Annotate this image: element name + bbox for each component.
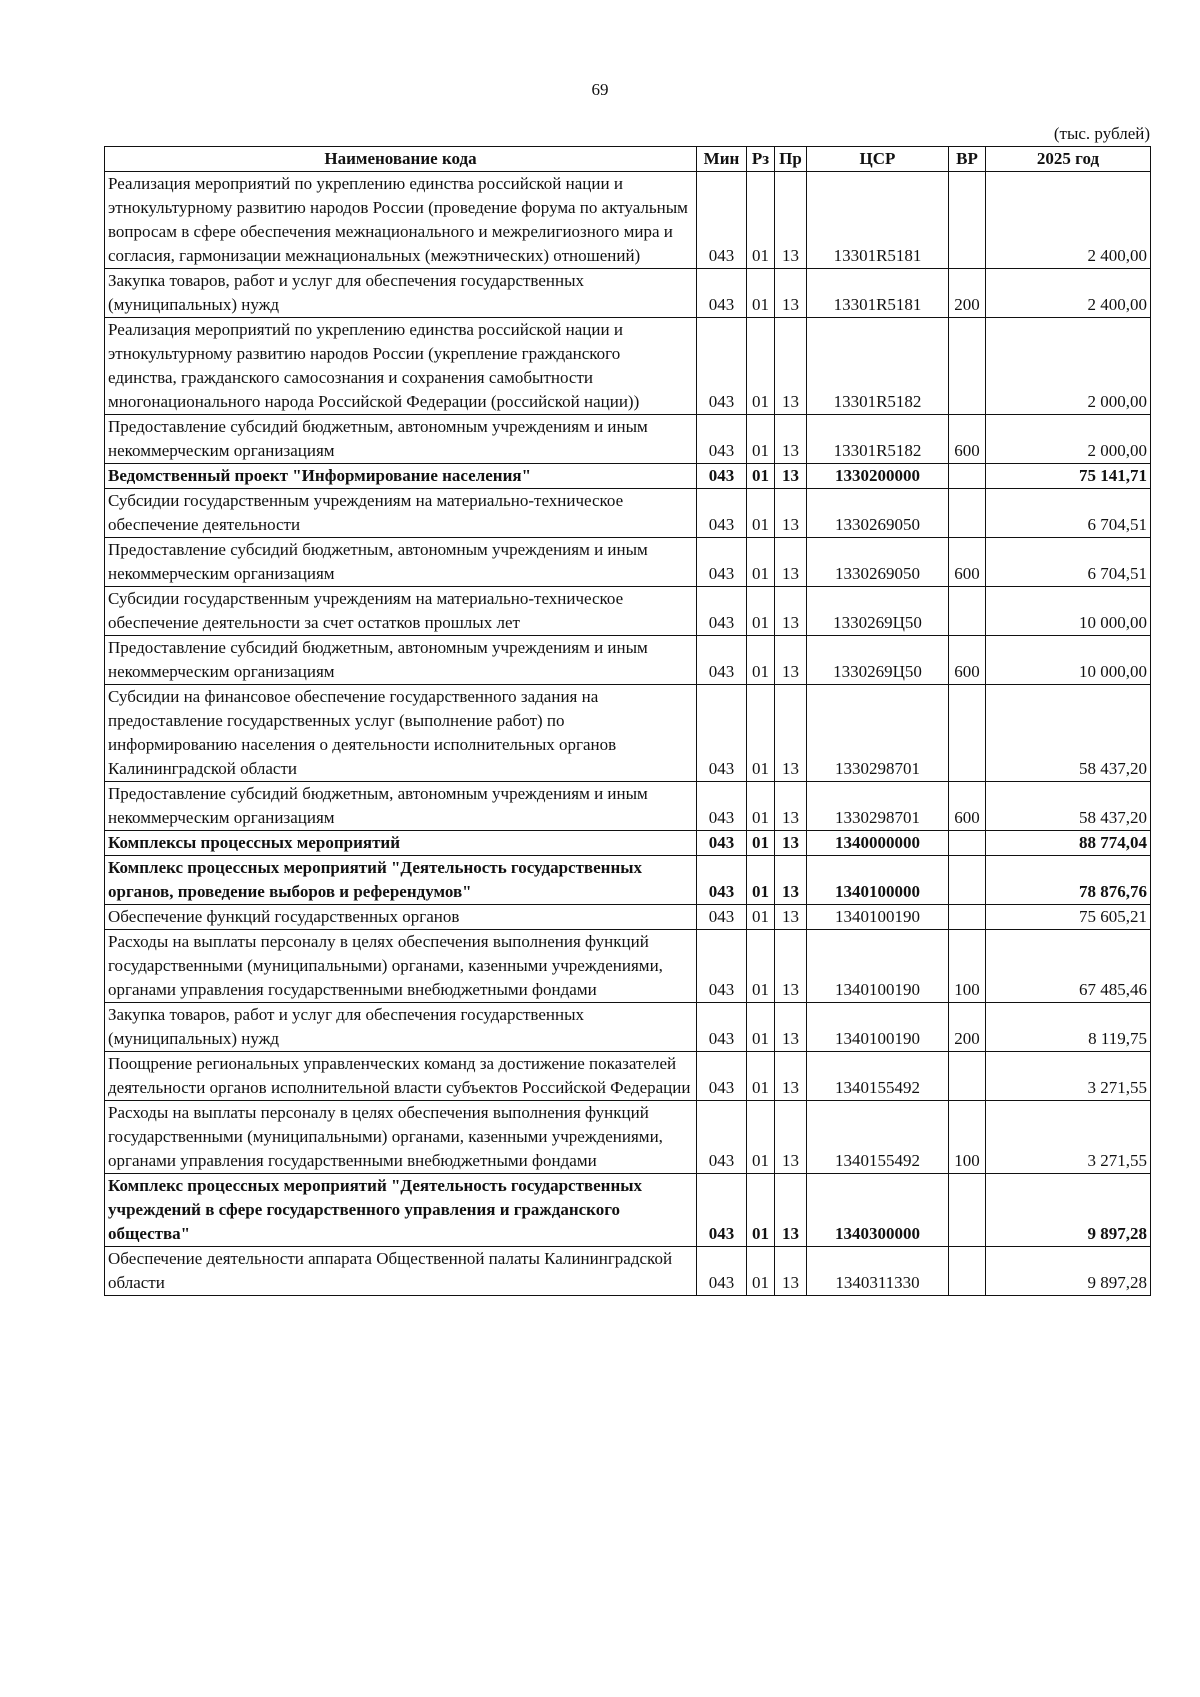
header-row <box>105 147 1151 172</box>
row-vr <box>949 685 986 782</box>
header-vr: ВР <box>949 147 986 172</box>
row-pr: 13 <box>775 1003 807 1052</box>
row-value: 2 400,00 <box>986 172 1151 269</box>
row-vr <box>949 831 986 856</box>
row-name: Расходы на выплаты персоналу в целях обеспечения выполнения функций государственными (муниципальными) органами, казенными учреждениями, органами управления государственными внебюджетными фондами <box>105 930 697 1003</box>
row-min: 043 <box>697 636 747 685</box>
row-name: Закупка товаров, работ и услуг для обеспечения государственных (муниципальных) нужд <box>105 269 697 318</box>
row-rz: 01 <box>747 464 775 489</box>
header-rz: Рз <box>747 147 775 172</box>
table-row <box>105 1247 1151 1296</box>
row-name: Ведомственный проект "Информирование населения" <box>105 464 697 489</box>
row-rz: 01 <box>747 905 775 930</box>
row-name: Предоставление субсидий бюджетным, автономным учреждениям и иным некоммерческим организациям <box>105 636 697 685</box>
table-row <box>105 782 1151 831</box>
row-name: Предоставление субсидий бюджетным, автономным учреждениям и иным некоммерческим организациям <box>105 782 697 831</box>
table-row <box>105 538 1151 587</box>
row-rz: 01 <box>747 1003 775 1052</box>
row-rz: 01 <box>747 1101 775 1174</box>
row-name: Комплекс процессных мероприятий "Деятельность государственных учреждений в сфере государственного управления и гражданского общества" <box>105 1174 697 1247</box>
row-name: Обеспечение деятельности аппарата Общественной палаты Калининградской области <box>105 1247 697 1296</box>
row-value: 2 400,00 <box>986 269 1151 318</box>
row-min: 043 <box>697 856 747 905</box>
row-value: 10 000,00 <box>986 587 1151 636</box>
row-pr: 13 <box>775 1174 807 1247</box>
row-csr: 13301R5182 <box>807 318 949 415</box>
row-pr: 13 <box>775 538 807 587</box>
row-value: 75 605,21 <box>986 905 1151 930</box>
table-row <box>105 1052 1151 1101</box>
row-csr: 1340000000 <box>807 831 949 856</box>
row-rz: 01 <box>747 587 775 636</box>
row-vr: 200 <box>949 269 986 318</box>
row-pr: 13 <box>775 685 807 782</box>
row-vr: 200 <box>949 1003 986 1052</box>
row-min: 043 <box>697 269 747 318</box>
row-name: Реализация мероприятий по укреплению единства российской нации и этнокультурному развитию народов России (проведение форума по актуальным вопросам в сфере обеспечения межнационального и межрелигиозного мира и согласия, гармонизации межнациональных (межэтнических) отношений) <box>105 172 697 269</box>
row-pr: 13 <box>775 636 807 685</box>
row-name: Поощрение региональных управленческих команд за достижение показателей деятельности органов исполнительной власти субъектов Российской Федерации <box>105 1052 697 1101</box>
row-vr: 100 <box>949 930 986 1003</box>
row-min: 043 <box>697 172 747 269</box>
header-min: Мин <box>697 147 747 172</box>
row-vr <box>949 587 986 636</box>
row-csr: 1330298701 <box>807 782 949 831</box>
row-min: 043 <box>697 1003 747 1052</box>
row-name: Субсидии государственным учреждениям на материально-техническое обеспечение деятельности <box>105 489 697 538</box>
row-min: 043 <box>697 318 747 415</box>
row-pr: 13 <box>775 172 807 269</box>
row-csr: 1340311330 <box>807 1247 949 1296</box>
row-name: Субсидии на финансовое обеспечение государственного задания на предоставление государственных услуг (выполнение работ) по информированию населения о деятельности исполнительных органов Калининградской области <box>105 685 697 782</box>
row-value: 6 704,51 <box>986 489 1151 538</box>
row-vr: 600 <box>949 415 986 464</box>
row-value: 9 897,28 <box>986 1174 1151 1247</box>
row-csr: 1340100000 <box>807 856 949 905</box>
row-pr: 13 <box>775 587 807 636</box>
row-min: 043 <box>697 489 747 538</box>
row-rz: 01 <box>747 538 775 587</box>
row-rz: 01 <box>747 1174 775 1247</box>
table-row <box>105 269 1151 318</box>
row-vr <box>949 856 986 905</box>
row-pr: 13 <box>775 831 807 856</box>
row-pr: 13 <box>775 905 807 930</box>
row-rz: 01 <box>747 172 775 269</box>
row-vr: 600 <box>949 538 986 587</box>
table-row <box>105 318 1151 415</box>
row-value: 88 774,04 <box>986 831 1151 856</box>
row-min: 043 <box>697 1247 747 1296</box>
row-rz: 01 <box>747 930 775 1003</box>
page-number: 69 <box>591 80 609 99</box>
units-label: (тыс. рублей) <box>1053 124 1150 143</box>
table-row <box>105 1174 1151 1247</box>
table-body <box>105 172 1151 1296</box>
row-value: 3 271,55 <box>986 1052 1151 1101</box>
row-csr: 1340100190 <box>807 1003 949 1052</box>
table-row <box>105 587 1151 636</box>
row-csr: 13301R5181 <box>807 269 949 318</box>
row-csr: 1340100190 <box>807 930 949 1003</box>
row-pr: 13 <box>775 1247 807 1296</box>
row-value: 75 141,71 <box>986 464 1151 489</box>
row-pr: 13 <box>775 489 807 538</box>
row-csr: 1340155492 <box>807 1101 949 1174</box>
row-min: 043 <box>697 415 747 464</box>
row-vr <box>949 1247 986 1296</box>
header-csr: ЦСР <box>807 147 949 172</box>
row-vr: 600 <box>949 782 986 831</box>
row-pr: 13 <box>775 1101 807 1174</box>
table-row <box>105 831 1151 856</box>
table-row <box>105 489 1151 538</box>
row-name: Расходы на выплаты персоналу в целях обеспечения выполнения функций государственными (муниципальными) органами, казенными учреждениями, органами управления государственными внебюджетными фондами <box>105 1101 697 1174</box>
table-row <box>105 930 1151 1003</box>
row-pr: 13 <box>775 1052 807 1101</box>
row-value: 67 485,46 <box>986 930 1151 1003</box>
row-vr <box>949 318 986 415</box>
row-vr <box>949 489 986 538</box>
table-row <box>105 905 1151 930</box>
table-row <box>105 636 1151 685</box>
row-name: Реализация мероприятий по укреплению единства российской нации и этнокультурному развитию народов России (укрепление гражданского единства, гражданского самосознания и сохранения самобытности многонационального народа Российской Федерации (российской нации)) <box>105 318 697 415</box>
row-name: Комплекс процессных мероприятий "Деятельность государственных органов, проведение выборов и референдумов" <box>105 856 697 905</box>
row-rz: 01 <box>747 856 775 905</box>
row-min: 043 <box>697 905 747 930</box>
row-rz: 01 <box>747 1052 775 1101</box>
row-rz: 01 <box>747 782 775 831</box>
row-min: 043 <box>697 782 747 831</box>
row-csr: 1330269Ц50 <box>807 636 949 685</box>
row-value: 2 000,00 <box>986 415 1151 464</box>
row-min: 043 <box>697 587 747 636</box>
row-min: 043 <box>697 1052 747 1101</box>
row-pr: 13 <box>775 856 807 905</box>
table-row <box>105 172 1151 269</box>
row-min: 043 <box>697 831 747 856</box>
row-value: 9 897,28 <box>986 1247 1151 1296</box>
row-vr <box>949 464 986 489</box>
row-csr: 1340100190 <box>807 905 949 930</box>
header-year: 2025 год <box>986 147 1151 172</box>
row-csr: 13301R5182 <box>807 415 949 464</box>
header-pr: Пр <box>775 147 807 172</box>
row-rz: 01 <box>747 489 775 538</box>
row-value: 2 000,00 <box>986 318 1151 415</box>
row-vr <box>949 1052 986 1101</box>
table-row <box>105 464 1151 489</box>
row-name: Обеспечение функций государственных органов <box>105 905 697 930</box>
row-rz: 01 <box>747 685 775 782</box>
row-name: Комплексы процессных мероприятий <box>105 831 697 856</box>
row-csr: 1330269050 <box>807 489 949 538</box>
row-value: 10 000,00 <box>986 636 1151 685</box>
table-row <box>105 415 1151 464</box>
row-csr: 1330200000 <box>807 464 949 489</box>
row-vr <box>949 1174 986 1247</box>
table-row <box>105 685 1151 782</box>
row-value: 58 437,20 <box>986 685 1151 782</box>
row-rz: 01 <box>747 269 775 318</box>
row-value: 58 437,20 <box>986 782 1151 831</box>
table-row <box>105 856 1151 905</box>
row-name: Предоставление субсидий бюджетным, автономным учреждениям и иным некоммерческим организациям <box>105 415 697 464</box>
row-value: 78 876,76 <box>986 856 1151 905</box>
row-pr: 13 <box>775 930 807 1003</box>
header-name: Наименование кода <box>105 147 697 172</box>
row-name: Предоставление субсидий бюджетным, автономным учреждениям и иным некоммерческим организациям <box>105 538 697 587</box>
row-vr: 100 <box>949 1101 986 1174</box>
row-min: 043 <box>697 1174 747 1247</box>
row-csr: 1330298701 <box>807 685 949 782</box>
table-row <box>105 1003 1151 1052</box>
row-csr: 1340300000 <box>807 1174 949 1247</box>
row-min: 043 <box>697 1101 747 1174</box>
row-rz: 01 <box>747 1247 775 1296</box>
row-vr <box>949 905 986 930</box>
row-pr: 13 <box>775 415 807 464</box>
row-csr: 1330269050 <box>807 538 949 587</box>
row-csr: 1330269Ц50 <box>807 587 949 636</box>
row-rz: 01 <box>747 831 775 856</box>
row-pr: 13 <box>775 318 807 415</box>
row-value: 6 704,51 <box>986 538 1151 587</box>
table-row <box>105 1101 1151 1174</box>
row-rz: 01 <box>747 318 775 415</box>
row-csr: 1340155492 <box>807 1052 949 1101</box>
row-pr: 13 <box>775 464 807 489</box>
row-pr: 13 <box>775 782 807 831</box>
row-pr: 13 <box>775 269 807 318</box>
row-vr <box>949 172 986 269</box>
row-min: 043 <box>697 538 747 587</box>
row-value: 8 119,75 <box>986 1003 1151 1052</box>
row-name: Закупка товаров, работ и услуг для обеспечения государственных (муниципальных) нужд <box>105 1003 697 1052</box>
row-csr: 13301R5181 <box>807 172 949 269</box>
row-min: 043 <box>697 464 747 489</box>
row-min: 043 <box>697 930 747 1003</box>
row-rz: 01 <box>747 636 775 685</box>
row-value: 3 271,55 <box>986 1101 1151 1174</box>
budget-table <box>104 146 1151 1296</box>
row-vr: 600 <box>949 636 986 685</box>
row-name: Субсидии государственным учреждениям на материально-техническое обеспечение деятельности за счет остатков прошлых лет <box>105 587 697 636</box>
row-min: 043 <box>697 685 747 782</box>
row-rz: 01 <box>747 415 775 464</box>
